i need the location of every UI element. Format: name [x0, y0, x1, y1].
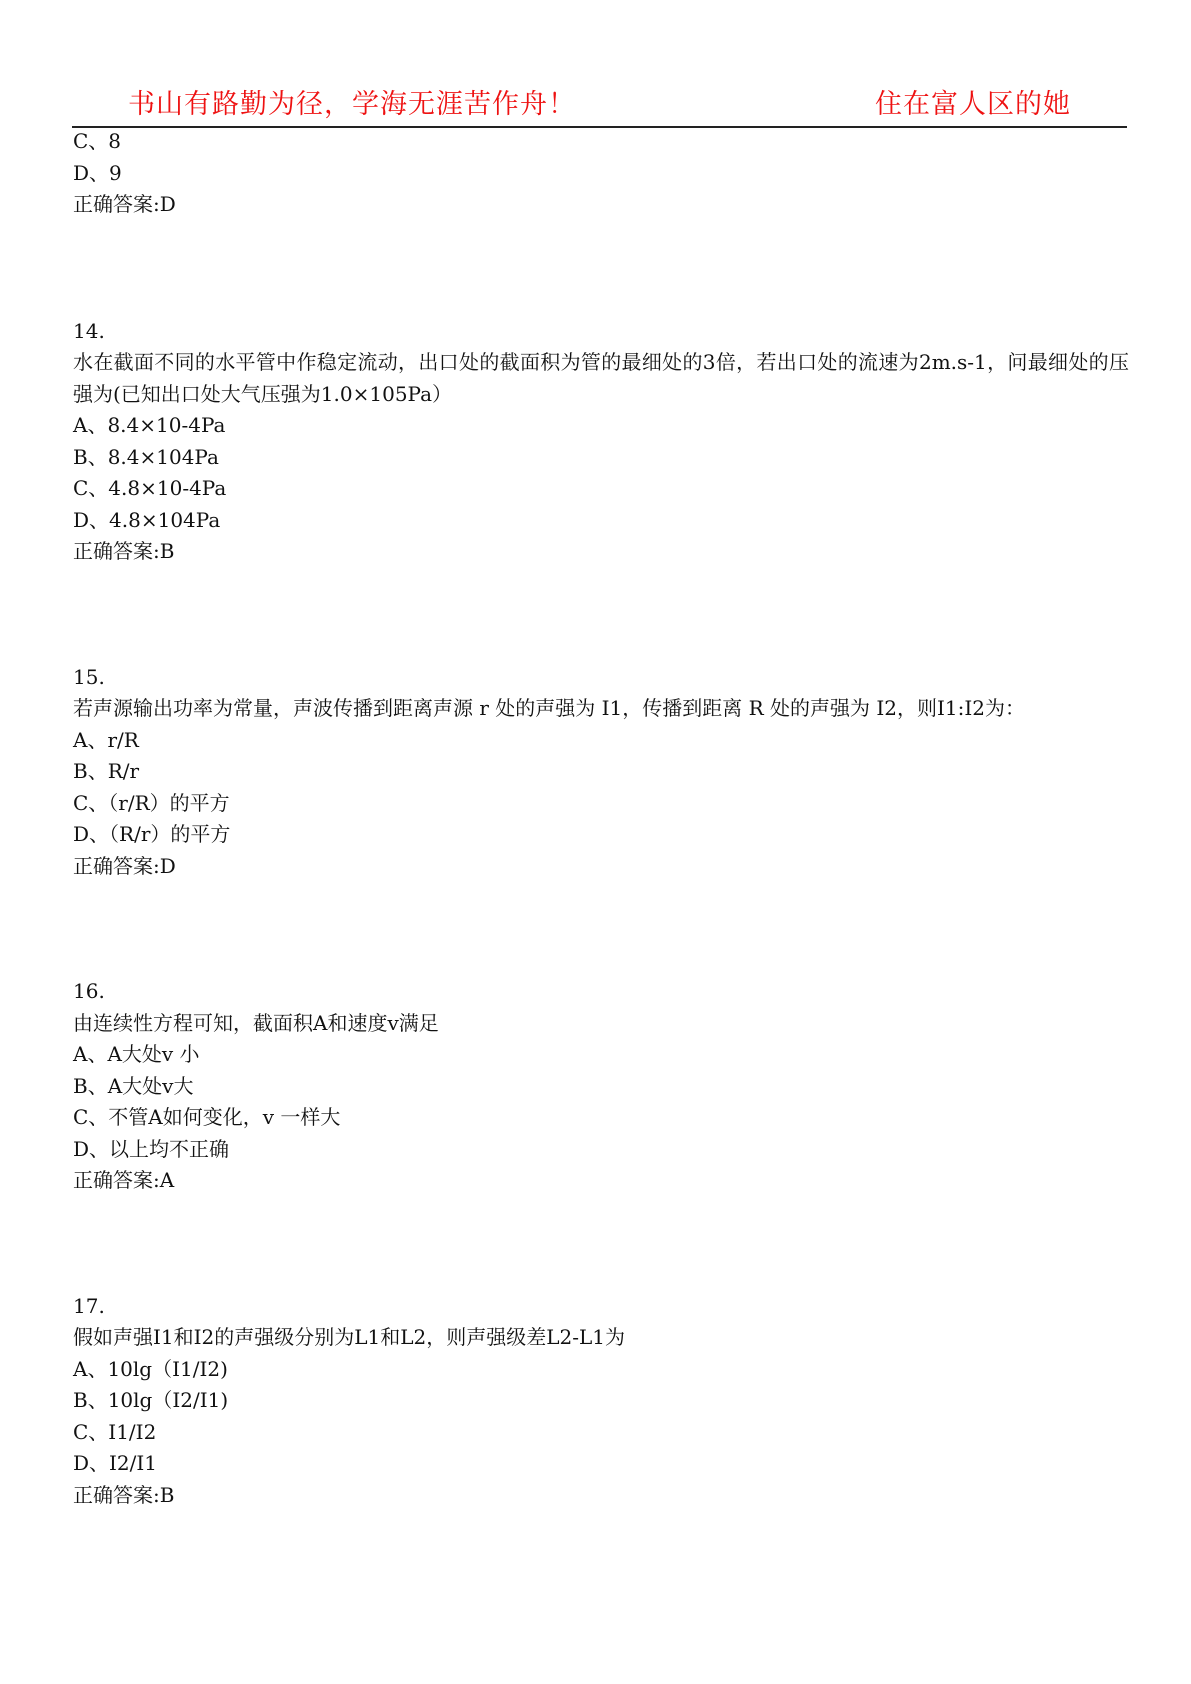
- option-c: C、不管A如何变化，v 一样大: [73, 1105, 341, 1129]
- option-a: A、A大处v 小: [73, 1042, 200, 1066]
- option-b: B、8.4×104Pa: [73, 444, 219, 469]
- answer-line: 正确答案:B: [73, 539, 175, 563]
- question-number: 16.: [73, 979, 105, 1003]
- question-16: [73, 976, 1129, 1197]
- option-b: B、A大处v大: [73, 1073, 194, 1098]
- question-number: 17.: [73, 1293, 105, 1318]
- question-14: [73, 316, 1129, 568]
- spacer: [73, 568, 1129, 662]
- option-d: D、以上均不正确: [73, 1136, 230, 1161]
- option-d: D、4.8×104Pa: [73, 507, 221, 532]
- answer-line: 正确答案:A: [73, 1168, 175, 1192]
- question-number: 14.: [73, 318, 105, 343]
- question-13-continuation: [73, 126, 1129, 221]
- header-author: 住在富人区的她: [875, 89, 1071, 120]
- option-a: A、10lg（I1/I2): [73, 1356, 228, 1381]
- answer-line: 正确答案:D: [73, 853, 176, 878]
- option-d: D、9: [73, 160, 122, 185]
- option-a: A、8.4×10-4Pa: [73, 413, 226, 437]
- question-stem: 水在截面不同的水平管中作稳定流动，出口处的截面积为管的最细处的3倍，若出口处的流速为2m.s-1，问最细处的压强为(已知出口处大气压强为1.0×105Pa）: [73, 350, 1129, 406]
- answer-line: 正确答案:D: [73, 192, 176, 216]
- option-b: B、10lg（I2/I1): [73, 1388, 229, 1412]
- answer-line: 正确答案:B: [73, 1482, 175, 1507]
- question-17: [73, 1291, 1129, 1512]
- page-header: [72, 78, 1127, 128]
- question-stem: 假如声强I1和I2的声强级分别为L1和L2，则声强级差L2-L1为: [73, 1325, 626, 1349]
- question-stem: 由连续性方程可知，截面积A和速度v满足: [73, 1010, 439, 1035]
- header-motto: 书山有路勤为径，学海无涯苦作舟！: [128, 89, 576, 120]
- question-15: [73, 662, 1129, 883]
- option-d: D、（R/r）的平方: [73, 822, 231, 846]
- option-a: A、r/R: [73, 727, 139, 752]
- option-b: B、R/r: [73, 759, 140, 783]
- spacer: [73, 221, 1129, 316]
- spacer: [73, 882, 1129, 976]
- option-c: C、I1/I2: [73, 1419, 157, 1444]
- option-d: D、I2/I1: [73, 1451, 158, 1475]
- document-body: [73, 126, 1129, 1511]
- option-c: C、（r/R）的平方: [73, 790, 230, 815]
- option-c: C、8: [73, 129, 122, 153]
- question-number: 15.: [73, 664, 105, 689]
- option-c: C、4.8×10-4Pa: [73, 476, 227, 500]
- question-stem: 若声源输出功率为常量，声波传播到距离声源 r 处的声强为 I1，传播到距离 R 处的声强为 I2，则I1:I2为：: [73, 696, 1026, 720]
- spacer: [73, 1197, 1129, 1291]
